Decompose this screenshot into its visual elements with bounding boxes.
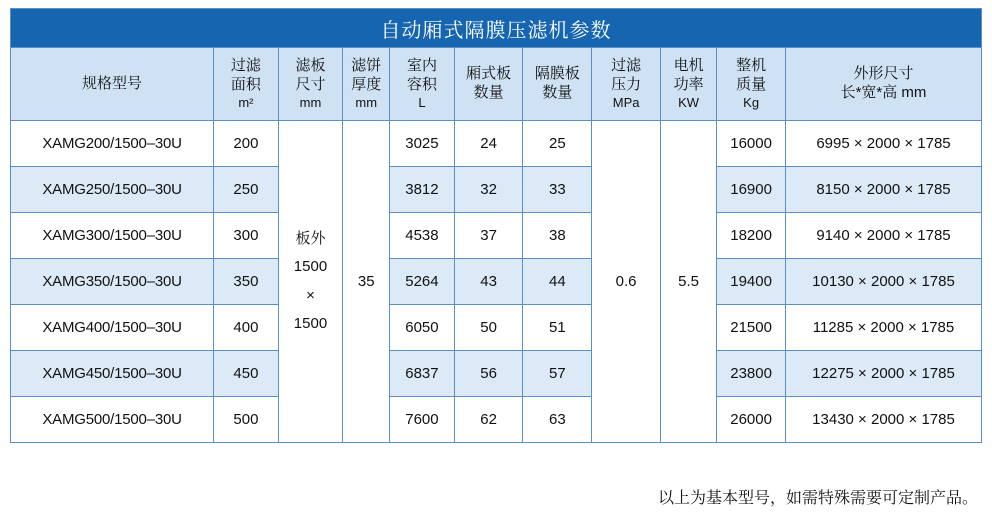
table-row	[11, 259, 982, 305]
table-row	[11, 397, 982, 443]
cell-machine-weight: 23800	[717, 351, 786, 397]
specification-table	[10, 8, 982, 443]
cell-model: XAMG200/1500–30U	[11, 121, 214, 167]
cell-machine-weight: 26000	[717, 397, 786, 443]
plate-size-line2: 1500	[293, 258, 328, 275]
cell-chamber-volume: 4538	[390, 213, 455, 259]
column-header-filter-area-line1: 过滤	[230, 57, 261, 75]
table-row	[11, 305, 982, 351]
cell-overall-dimensions: 11285 × 2000 × 1785	[785, 305, 981, 351]
cell-membrane-plates: 57	[523, 351, 592, 397]
column-header-machine-weight	[717, 48, 786, 121]
column-header-cake-thickness-line1: 滤饼	[351, 57, 382, 75]
column-header-machine-weight-line2: 质量	[736, 75, 767, 93]
cell-filter-pressure-merged: 0.6	[592, 121, 661, 443]
cell-filter-area: 350	[214, 259, 279, 305]
cell-chamber-plates: 37	[454, 213, 523, 259]
cell-filter-area: 500	[214, 397, 279, 443]
column-header-plate-size-line2: 尺寸	[295, 75, 326, 93]
cell-model: XAMG500/1500–30U	[11, 397, 214, 443]
column-header-chamber-volume-unit: L	[418, 94, 426, 110]
column-header-filter-pressure-line1: 过滤	[611, 57, 642, 75]
column-header-chamber-plates-line2: 数量	[473, 84, 504, 101]
cell-model: XAMG250/1500–30U	[11, 167, 214, 213]
cell-membrane-plates: 25	[523, 121, 592, 167]
column-header-cake-thickness-line2: 厚度	[351, 75, 382, 93]
cell-model: XAMG300/1500–30U	[11, 213, 214, 259]
cell-model: XAMG450/1500–30U	[11, 351, 214, 397]
cell-chamber-plates: 56	[454, 351, 523, 397]
cell-model: XAMG350/1500–30U	[11, 259, 214, 305]
column-header-motor-power-unit: KW	[678, 94, 700, 110]
column-header-filter-pressure-unit: MPa	[612, 94, 640, 110]
cell-membrane-plates: 38	[523, 213, 592, 259]
column-header-chamber-volume-line2: 容积	[406, 75, 437, 93]
cell-machine-weight: 16900	[717, 167, 786, 213]
column-header-model	[11, 48, 214, 121]
cell-overall-dimensions: 13430 × 2000 × 1785	[785, 397, 981, 443]
plate-size-line3: ×	[306, 286, 315, 304]
cell-overall-dimensions: 8150 × 2000 × 1785	[785, 167, 981, 213]
cell-chamber-volume: 3025	[390, 121, 455, 167]
column-header-model-line1: 规格型号	[82, 74, 143, 92]
column-header-machine-weight-line1: 整机	[736, 57, 767, 75]
column-header-plate-size-line1: 滤板	[295, 57, 326, 75]
cell-model: XAMG400/1500–30U	[11, 305, 214, 351]
column-header-motor-power-line1: 电机	[673, 57, 704, 75]
cell-filter-area: 450	[214, 351, 279, 397]
column-header-filter-area-unit: m²	[238, 94, 254, 110]
cell-overall-dimensions: 6995 × 2000 × 1785	[785, 121, 981, 167]
column-header-filter-pressure-line2: 压力	[611, 75, 642, 93]
cell-overall-dimensions: 10130 × 2000 × 1785	[785, 259, 981, 305]
plate-size-line4: 1500	[293, 315, 328, 332]
column-header-chamber-volume	[390, 48, 455, 121]
cell-chamber-plates: 32	[454, 167, 523, 213]
cell-chamber-volume: 7600	[390, 397, 455, 443]
cell-chamber-volume: 6050	[390, 305, 455, 351]
column-header-overall-dimensions	[785, 48, 981, 121]
cell-machine-weight: 21500	[717, 305, 786, 351]
column-header-plate-size-unit: mm	[299, 94, 322, 110]
cell-chamber-volume: 3812	[390, 167, 455, 213]
cell-machine-weight: 16000	[717, 121, 786, 167]
cell-membrane-plates: 33	[523, 167, 592, 213]
column-header-membrane-plates-line2: 数量	[542, 84, 573, 101]
table-row	[11, 121, 982, 167]
cell-chamber-volume: 5264	[390, 259, 455, 305]
plate-size-line1: 板外	[295, 229, 326, 247]
column-header-motor-power	[660, 48, 716, 121]
cell-chamber-plates: 62	[454, 397, 523, 443]
table-header-row	[11, 48, 982, 121]
column-header-overall-dimensions-line2: 长*宽*高 mm	[840, 84, 927, 101]
column-header-cake-thickness-unit: mm	[355, 94, 378, 110]
cell-filter-area: 400	[214, 305, 279, 351]
column-header-membrane-plates	[523, 48, 592, 121]
column-header-chamber-plates	[454, 48, 523, 121]
cell-cake-thickness-merged: 35	[343, 121, 390, 443]
cell-filter-area: 250	[214, 167, 279, 213]
table-row	[11, 351, 982, 397]
cell-chamber-plates: 50	[454, 305, 523, 351]
column-header-filter-pressure	[592, 48, 661, 121]
footnote: 以上为基本型号，如需特殊需要可定制产品。	[657, 490, 978, 507]
cell-motor-power-merged: 5.5	[660, 121, 716, 443]
table-row	[11, 213, 982, 259]
cell-chamber-volume: 6837	[390, 351, 455, 397]
page-title: 自动厢式隔膜压滤机参数	[11, 9, 982, 48]
cell-chamber-plates: 43	[454, 259, 523, 305]
column-header-membrane-plates-line1: 隔膜板	[534, 65, 580, 83]
column-header-chamber-plates-line1: 厢式板	[466, 65, 512, 83]
table-row	[11, 167, 982, 213]
cell-overall-dimensions: 12275 × 2000 × 1785	[785, 351, 981, 397]
column-header-filter-area	[214, 48, 279, 121]
column-header-motor-power-line2: 功率	[673, 75, 704, 93]
cell-overall-dimensions: 9140 × 2000 × 1785	[785, 213, 981, 259]
column-header-overall-dimensions-line1: 外形尺寸	[853, 65, 914, 83]
column-header-cake-thickness	[343, 48, 390, 121]
cell-membrane-plates: 44	[523, 259, 592, 305]
column-header-filter-area-line2: 面积	[230, 75, 261, 93]
column-header-chamber-volume-line1: 室内	[406, 57, 437, 75]
cell-plate-size-merged	[278, 121, 343, 443]
column-header-plate-size	[278, 48, 343, 121]
cell-machine-weight: 19400	[717, 259, 786, 305]
cell-membrane-plates: 63	[523, 397, 592, 443]
cell-machine-weight: 18200	[717, 213, 786, 259]
table-title-row	[11, 9, 982, 48]
column-header-machine-weight-unit: Kg	[743, 94, 760, 110]
cell-filter-area: 300	[214, 213, 279, 259]
cell-membrane-plates: 51	[523, 305, 592, 351]
cell-chamber-plates: 24	[454, 121, 523, 167]
cell-filter-area: 200	[214, 121, 279, 167]
